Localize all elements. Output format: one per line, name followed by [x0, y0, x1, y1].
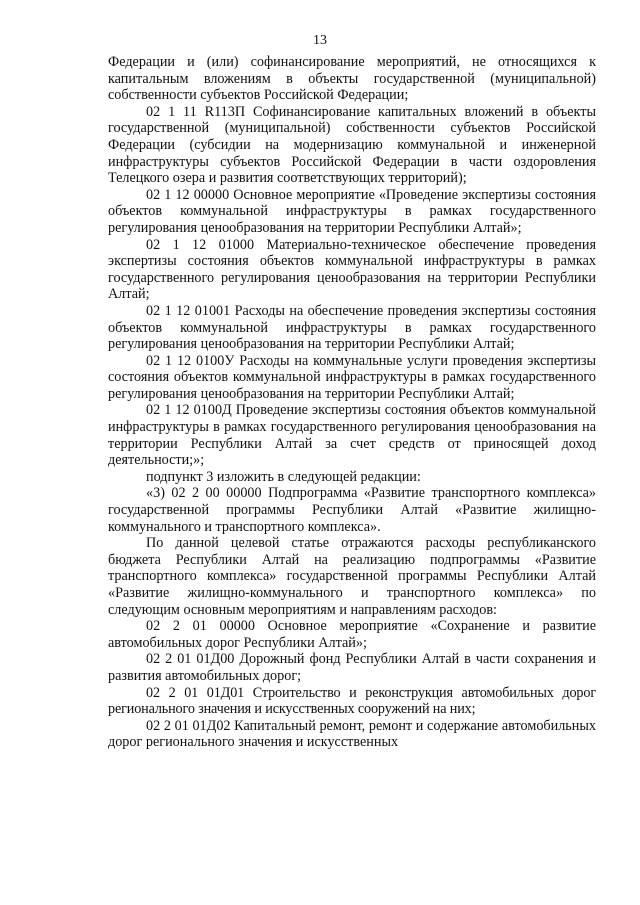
paragraph-02-1-12-0100d: 02 1 12 0100Д Проведение экспертизы состояния объектов коммунальной инфраструктуры в рамках государственного регулирования ценообразования на территории Республики Алтай за счет средств от приносящей доход деятельности;»;	[108, 402, 596, 469]
paragraph-subpoint-3: подпункт 3 изложить в следующей редакции:	[146, 468, 421, 485]
paragraph-02-2-01-00000: 02 2 01 00000 Основное мероприятие «Сохранение и развитие автомобильных дорог Республики Алтай»;	[108, 618, 596, 651]
paragraph-02-2-01-01d02: 02 2 01 01Д02 Капитальный ремонт, ремонт и содержание автомобильных дорог регионального значения и искусственных	[108, 717, 596, 751]
document-body	[108, 54, 596, 751]
page-number: 13	[313, 33, 327, 48]
paragraph-02-2-01-01d00: 02 2 01 01Д00 Дорожный фонд Республики Алтай в части сохранения и развития автомобильных дорог;	[108, 651, 596, 684]
paragraph-02-2-01-01d01: 02 2 01 01Д01 Строительство и реконструкция автомобильных дорог регионального значения и искусственных сооружений на них;	[108, 684, 596, 718]
paragraph-02-1-11-r113p: 02 1 11 R113П Софинансирование капитальных вложений в объекты государственной (муниципальной) собственности субъектов Российской Федерации (субсидии на модернизацию коммунальной и инженерной инфраструктуры субъектов Российской Федерации в части оздоровления Телецкого озера и развития соответствующих территорий);	[108, 103, 596, 187]
paragraph-02-1-12-01000: 02 1 12 01000 Материально-техническое обеспечение проведения экспертизы состояния объектов коммунальной инфраструктуры в рамках государственного регулирования ценообразования на территории Республики Алтай;	[108, 236, 596, 303]
paragraph-02-2-00-00000: «3) 02 2 00 00000 Подпрограмма «Развитие транспортного комплекса» государственной программы Республики Алтай «Развитие жилищно-коммунального и транспортного комплекса».	[108, 485, 596, 535]
paragraph-02-1-12-01001: 02 1 12 01001 Расходы на обеспечение проведения экспертизы состояния объектов коммунальной инфраструктуры в рамках государственного регулирования ценообразования на территории Республики Алтай;	[108, 302, 596, 353]
paragraph-target-article-description: По данной целевой статье отражаются расходы республиканского бюджета Республики Алтай на реализацию подпрограммы «Развитие транспортного комплекса» государственной программы Республики Алтай «Развитие жилищно-коммунального и транспортного комплекса» по следующим основным мероприятиям и направлениям расходов:	[108, 535, 596, 618]
paragraph-02-1-12-0100u: 02 1 12 0100У Расходы на коммунальные услуги проведения экспертизы состояния объектов коммунальной инфраструктуры в рамках государственного регулирования ценообразования на территории Республики Алтай;	[108, 352, 596, 402]
paragraph-02-1-12-00000: 02 1 12 00000 Основное мероприятие «Проведение экспертизы состояния объектов коммунальной инфраструктуры в рамках государственного регулирования ценообразования на территории Республики Алтай»;	[108, 186, 596, 236]
paragraph-continuation: Федерации и (или) софинансирование мероприятий, не относящихся к капитальным вложениям в объекты государственной (муниципальной) собственности субъектов Российской Федерации;	[108, 54, 596, 104]
